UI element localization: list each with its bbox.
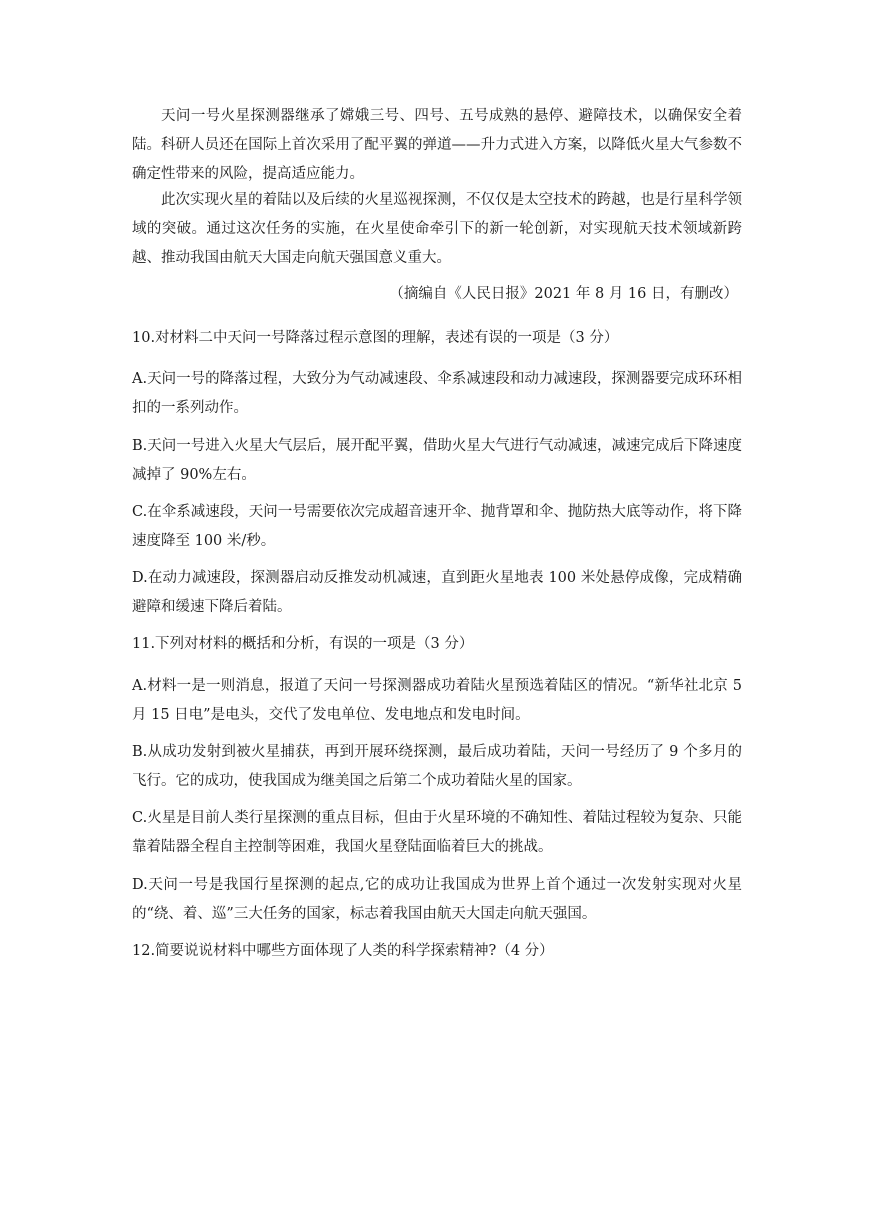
question-11-option-b: B.从成功发射到被火星捕获，再到开展环绕探测，最后成功着陆，天问一号经历了 9 个多月的飞行。它的成功，使我国成为继美国之后第二个成功着陆火星的国家。	[132, 744, 742, 789]
question-10-option-a: A.天问一号的降落过程，大致分为气动减速段、伞系减速段和动力减速段，探测器要完成环环相扣的一系列动作。	[132, 371, 742, 416]
question-10-option-c: C.在伞系减速段，天问一号需要依次完成超音速开伞、抛背罩和伞、抛防热大底等动作，将下降速度降至 100 米/秒。	[132, 504, 742, 549]
question-11-option-c: C.火星是目前人类行星探测的重点目标，但由于火星环境的不确知性、着陆过程较为复杂、只能靠着陆器全程自主控制等困难，我国火星登陆面临着巨大的挑战。	[132, 810, 742, 855]
question-11-stem: 11.下列对材料的概括和分析，有误的一项是（3 分）	[132, 636, 474, 652]
question-10-option-d: D.在动力减速段，探测器启动反推发动机减速，直到距火星地表 100 米处悬停成像，完成精确避障和缓速下降后着陆。	[132, 570, 742, 615]
question-10-stem: 10.对材料二中天问一号降落过程示意图的理解，表述有误的一项是（3 分）	[132, 330, 619, 346]
question-11-option-a: A.材料一是一则消息，报道了天问一号探测器成功着陆火星预选着陆区的情况。“新华社北京 5 月 15 日电”是电头，交代了发电单位、发电地点和发电时间。	[132, 678, 742, 723]
question-10-option-b: B.天问一号进入火星大气层后，展开配平翼，借助火星大气进行气动减速，减速完成后下降速度减掉了 90%左右。	[132, 438, 742, 483]
source-citation: （摘编自《人民日报》2021 年 8 月 16 日，有删改）	[389, 286, 738, 302]
material-paragraph-1: 天问一号火星探测器继承了嫦娥三号、四号、五号成熟的悬停、避障技术，以确保安全着陆。科研人员还在国际上首次采用了配平翼的弹道——升力式进入方案，以降低火星大气参数不确定性带来的风险，提高适应能力。	[132, 108, 742, 182]
material-paragraph-2: 此次实现火星的着陆以及后续的火星巡视探测，不仅仅是太空技术的跨越，也是行星科学领域的突破。通过这次任务的实施，在火星使命牵引下的新一轮创新，对实现航天技术领域新跨越、推动我国由航天大国走向航天强国意义重大。	[132, 192, 742, 266]
question-11-option-d: D.天问一号是我国行星探测的起点,它的成功让我国成为世界上首个通过一次发射实现对火星的“绕、着、巡”三大任务的国家，标志着我国由航天大国走向航天强国。	[132, 877, 742, 922]
question-12-stem: 12.简要说说材料中哪些方面体现了人类的科学探索精神?（4 分）	[132, 943, 554, 959]
